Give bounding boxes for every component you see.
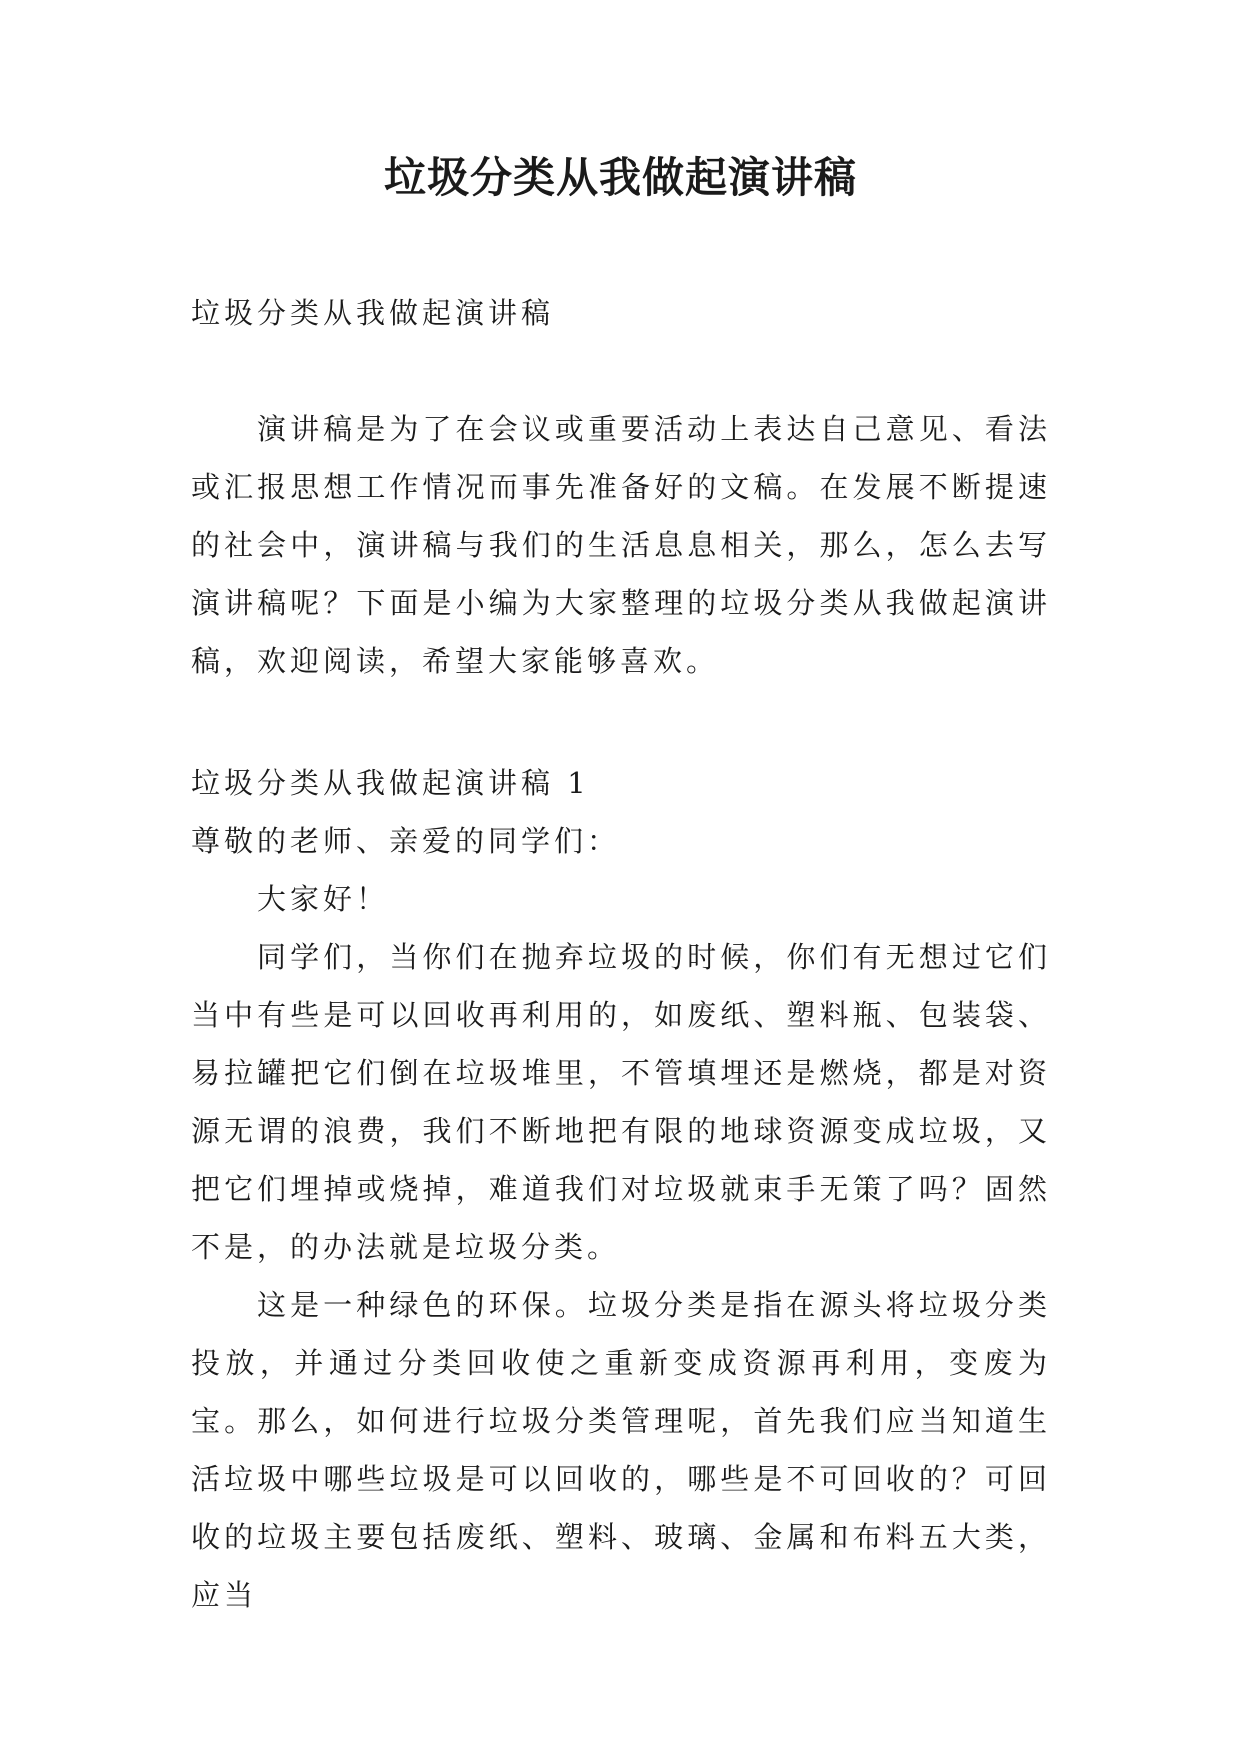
body-paragraph: 同学们，当你们在抛弃垃圾的时候，你们有无想过它们当中有些是可以回收再利用的，如废纸、塑料瓶、包装袋、易拉罐把它们倒在垃圾堆里，不管填埋还是燃烧，都是对资源无谓的浪费，我们不断地把有限的地球资源变成垃圾，又把它们埋掉或烧掉，难道我们对垃圾就束手无策了吗？固然不是，的办法就是垃圾分类。 xyxy=(191,940,1051,1264)
document-subtitle: 垃圾分类从我做起演讲稿 xyxy=(191,296,555,330)
intro-paragraph: 演讲稿是为了在会议或重要活动上表达自己意见、看法或汇报思想工作情况而事先准备好的文稿。在发展不断提速的社会中，演讲稿与我们的生活息息相关，那么，怎么去写演讲稿呢？下面是小编为大家整理的垃圾分类从我做起演讲稿，欢迎阅读，希望大家能够喜欢。 xyxy=(191,412,1051,678)
body-paragraph: 这是一种绿色的环保。垃圾分类是指在源头将垃圾分类投放，并通过分类回收使之重新变成资源再利用，变废为宝。那么，如何进行垃圾分类管理呢，首先我们应当知道生活垃圾中哪些垃圾是可以回收的，哪些是不可回收的？可回收的垃圾主要包括废纸、塑料、玻璃、金属和布料五大类，应当 xyxy=(191,1288,1051,1612)
salutation: 尊敬的老师、亲爱的同学们： xyxy=(191,824,621,858)
document-title: 垃圾分类从我做起演讲稿 xyxy=(383,153,857,202)
section-heading: 垃圾分类从我做起演讲稿 1 xyxy=(191,766,590,800)
greeting: 大家好！ xyxy=(257,882,390,916)
